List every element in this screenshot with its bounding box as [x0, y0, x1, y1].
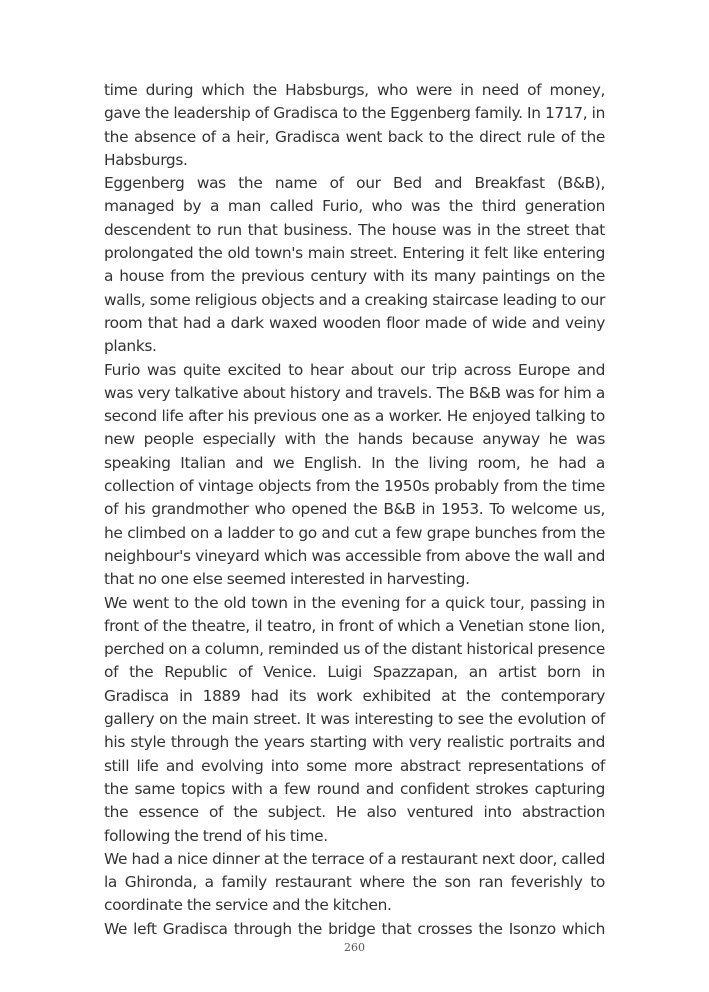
page-number: 260: [344, 941, 365, 954]
paragraph-leaving-gradisca: We left Gradisca through the bridge that crosses the Isonzo which: [104, 919, 605, 938]
paragraph-old-town-tour: We went to the old town in the evening for a quick tour, passing in front of the theatre, il teatro, in front of which a Venetian stone lion, perched on a column, reminded us of the distant historical presence of the Republic of Venice. Luigi Spazzapan, an artist born in Gradisca in 1889 had its work exhibited at the contemporary gallery on the main street. It was interesting to see the evolution of his style through the years starting with very realistic portraits and still life and evolving into some more abstract representations of the same topics with a few round and confident strokes capturing the essence of the subject. He also ventured into abstraction following the trend of his time.: [104, 593, 605, 845]
body-text: [104, 79, 605, 941]
paragraph-eggenberg-bnb: Eggenberg was the name of our Bed and Breakfast (B&B), managed by a man called Furio, who was the third generation descendent to run that business. The house was in the street that prolongated the old town's main street. Entering it felt like entering a house from the previous century with its many paintings on the walls, some religious objects and a creaking staircase leading to our room that had a dark waxed wooden floor made of wide and veiny planks.: [104, 174, 605, 356]
paragraph-habsburgs-rule: time during which the Habsburgs, who were in need of money, gave the leadership of Gradisca to the Eggenberg family. In 1717, in the absence of a heir, Gradisca went back to the direct rule of the Habsburgs.: [104, 81, 605, 169]
paragraph-dinner-ghironda: We had a nice dinner at the terrace of a restaurant next door, called la Ghironda, a family restaurant where the son ran feverishly to coordinate the service and the kitchen.: [104, 849, 605, 915]
paragraph-furio-host: Furio was quite excited to hear about our trip across Europe and was very talkative about history and travels. The B&B was for him a second life after his previous one as a worker. He enjoyed talking to new people especially with the hands because anyway he was speaking Italian and we English. In the living room, he had a collection of vintage objects from the 1950s probably from the time of his grandmother who opened the B&B in 1953. To welcome us, he climbed on a ladder to go and cut a few grape bunches from the neighbour's vineyard which was accessible from above the wall and that no one else seemed interested in harvesting.: [104, 360, 605, 589]
